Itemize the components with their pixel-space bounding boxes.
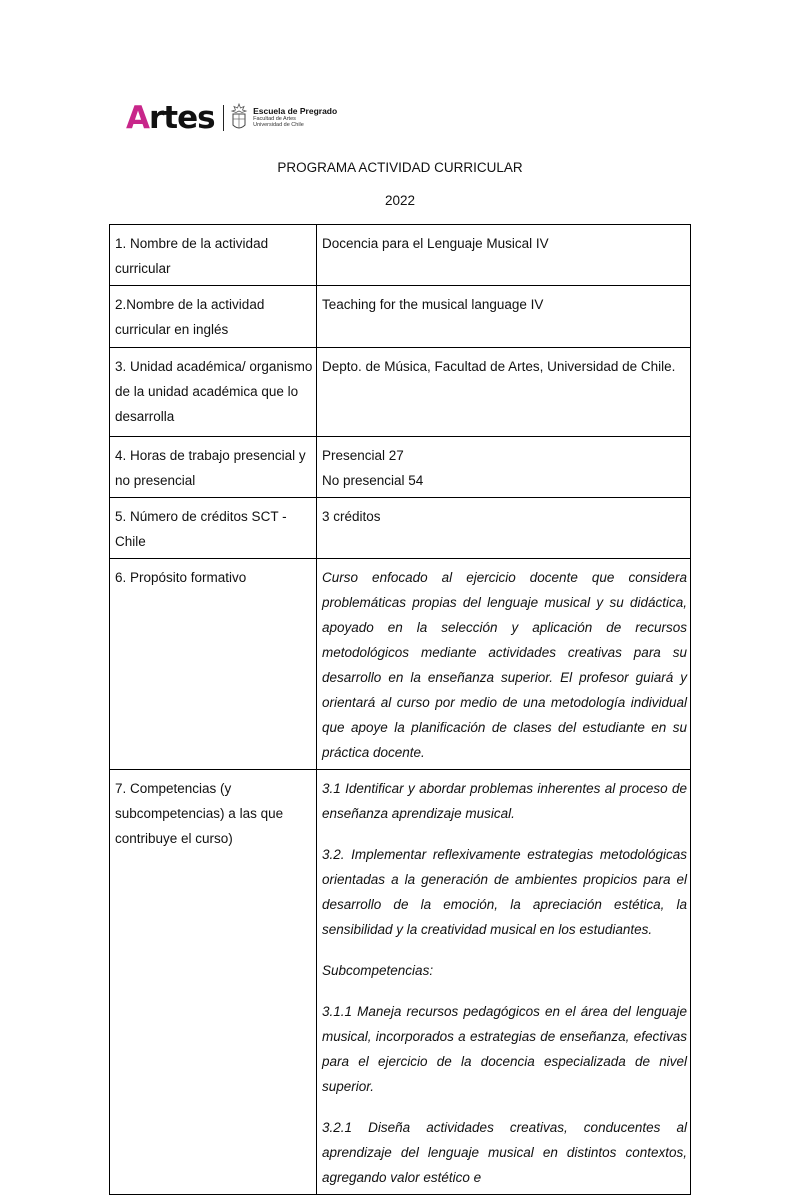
university-seal-icon	[230, 103, 248, 133]
purpose-text: Curso enfocado al ejercicio docente que considera problemáticas propias del lenguaje musical y su didáctica, apoyado en la selección y aplicación de recursos metodológicos mediante actividades creativas para su desarrollo en la enseñanza superior. El profesor guiará y orientará al curso por medio de una metodología individual que apoye la planificación de clases del estudiante en su práctica docente.	[317, 559, 691, 770]
table-row	[110, 559, 691, 770]
row-value: Teaching for the musical language IV	[317, 286, 691, 348]
logo-wordmark: A rtes	[126, 100, 215, 136]
row-label: 5. Número de créditos SCT - Chile	[110, 498, 317, 559]
competencies-text	[317, 770, 691, 1195]
table-row	[110, 286, 691, 348]
table-row	[110, 437, 691, 498]
row-label: 2.Nombre de la actividad curricular en inglés	[110, 286, 317, 348]
logo-divider	[223, 105, 225, 131]
table-row	[110, 348, 691, 437]
row-label: 7. Competencias (y subcompetencias) a las que contribuye el curso)	[110, 770, 317, 1195]
program-table	[109, 224, 691, 1195]
subcompetencies-heading: Subcompetencias:	[322, 963, 434, 978]
competency-paragraph: 3.1 Identificar y abordar problemas inherentes al proceso de enseñanza aprendizaje musical.	[322, 781, 687, 821]
row-value	[317, 437, 691, 498]
table-row	[110, 498, 691, 559]
table-row	[110, 770, 691, 1195]
hours-no-presencial: No presencial 54	[322, 473, 424, 488]
competency-paragraph: 3.2. Implementar reflexivamente estrategias metodológicas orientadas a la generación de ambientes propicios para el desarrollo de la emoción, la apreciación estética, la sensibilidad y la creatividad musical en los estudiantes.	[322, 847, 687, 937]
row-value: 3 créditos	[317, 498, 691, 559]
subcompetency-paragraph: 3.2.1 Diseña actividades creativas, conducentes al aprendizaje del lenguaje musical en distintos contextos, agregando valor estético e	[322, 1120, 687, 1185]
subcompetency-paragraph: 3.1.1 Maneja recursos pedagógicos en el área del lenguaje musical, incorporados a estrategias de enseñanza, efectivas para el ejercicio de la docencia especializada de nivel superior.	[322, 1004, 687, 1094]
row-label: 6. Propósito formativo	[110, 559, 317, 770]
artes-logo	[126, 98, 337, 138]
row-label: 1. Nombre de la actividad curricular	[110, 225, 317, 286]
logo-text: Escuela de Pregrado Facultad de Artes Universidad de Chile	[253, 106, 338, 129]
hours-presencial: Presencial 27	[322, 448, 404, 463]
document-title: PROGRAMA ACTIVIDAD CURRICULAR	[277, 160, 523, 175]
row-value: Depto. de Música, Facultad de Artes, Universidad de Chile.	[317, 348, 691, 437]
table-row	[110, 225, 691, 286]
document-year: 2022	[384, 193, 416, 208]
row-label: 4. Horas de trabajo presencial y no presencial	[110, 437, 317, 498]
row-value: Docencia para el Lenguaje Musical IV	[317, 225, 691, 286]
row-label: 3. Unidad académica/ organismo de la unidad académica que lo desarrolla	[110, 348, 317, 437]
